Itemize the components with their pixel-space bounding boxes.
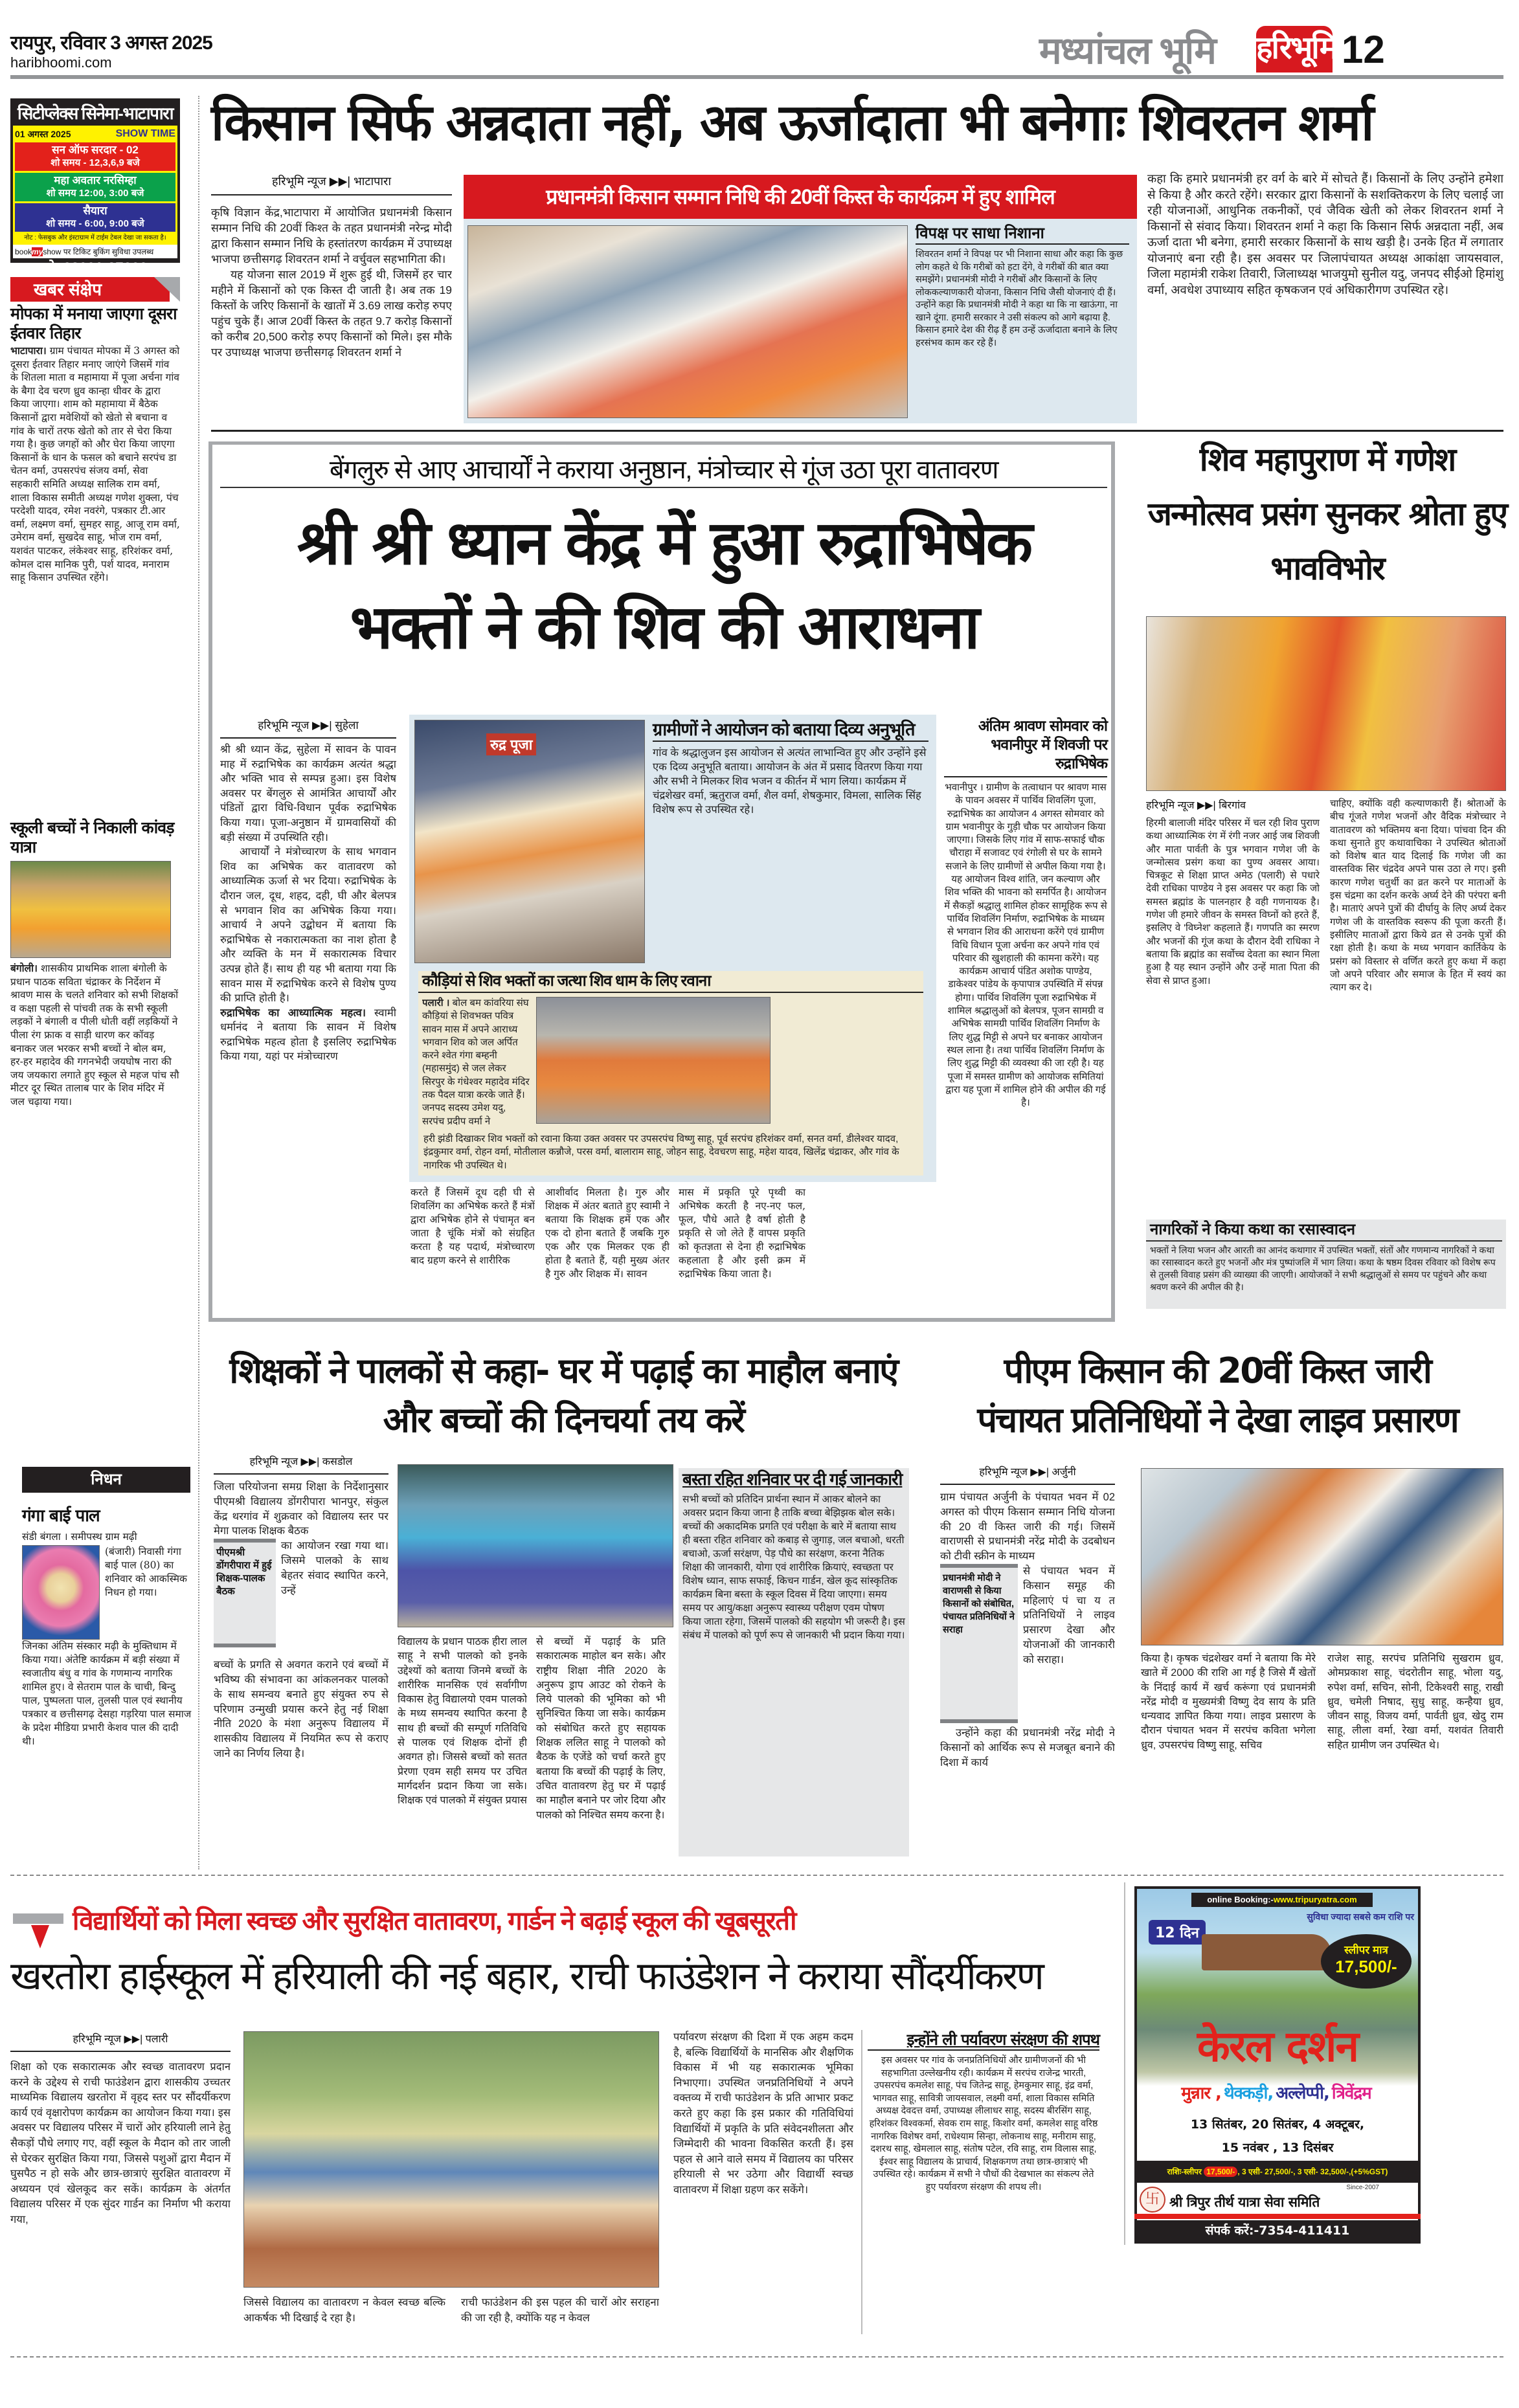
- obituary-photo: [22, 1545, 100, 1640]
- school-col-1b: बच्चों के प्रगति से अवगत कराने एवं बच्चों में भविष्य की संभावना का आंकलनकर पालको के साथ समन्वय बनाते हुए संयुक्त रुप से परिणाम उन्मुखी प्रयास करने हेतु नई शिक्षा नीति 2020 के मंशा अनुरूप विद्यालय में शासकीय विद्यालय में नियमित रूप से कराए जाने का निर्णय लिया है।: [214, 1659, 388, 1759]
- garden-headline: खरतोरा हाईस्कूल में हरियाली की नई बहार, राची फाउंडेशन ने कराया सौंदर्यीकरण: [10, 1954, 1042, 1999]
- lead-body: [211, 205, 452, 452]
- school-box: [679, 1468, 909, 1856]
- puja-sign: रुद्र पूजा: [486, 733, 536, 755]
- obituary-label: निधन: [91, 1471, 122, 1488]
- ad-contact[interactable]: संपर्क करें:-7354-411411: [1134, 2220, 1421, 2241]
- brief1-text: ग्राम पंचायत मोपका में 3 अगस्त को दूसरा ईतवार तिहार मनाए जाएंगे जिसमें गांव के शितला माता व महामाया में पूजा अर्चना गांव के बैगा देव चरण ध्रुव कान्हा धीवर के द्वारा किया जाएगा। शाम को महामाया में बैठेक किसानों द्वारा मवेशियों को खेतो से बचाना व गांव के चारों तरफ खेतो को तार से चेरा किया गया है। कुछ जगहों को और घेरा किया जाएगा किसानों के धान के फसल को बचाने सरपंच डा चेतन वर्मा, उपसरपंच संजय वर्मा, सेवा सहकारी समिति अध्यक्ष सालिक राम वर्मा, शाला विकास समीती अध्यक्ष गणेश शुक्ला, पंच परदेशी यादव, रमेश नवरंगे, पत्रकार टी.आर वर्मा, लक्ष्मण वर्मा, सुमहर साहू, आजू राम वर्मा, उमेराम वर्मा, सुखदेव साहू, भोज राम वर्मा, यशवंत पाटकर, लंकेश्वर साहू, हरिशंकर वर्मा, कोमल दास मानिक पुरी, पर्श यादव, मनाराम साहू किसान उपस्थित रहेंगे।: [10, 345, 180, 584]
- garden-col-rule: [861, 2030, 862, 2334]
- logo: [1256, 26, 1337, 72]
- booking-label: online Booking:-: [1207, 1895, 1274, 1904]
- rudra-para-2: आचार्यों ने मंत्रोच्चारण के साथ भगवान शिव का अभिषेक कर वातावरण को आध्यात्मिक ऊर्जा से भर दिया। रुद्राभिषेक के दौरान जल, दूध, शहद, दही, घी और बेलपत्र से भगवान शिव का अभिषेक किया गया। आचार्य ने अपने उद्बोधन में बताया कि रुद्राभिषेक से नकारात्मकता का नाश होता है और व्यक्ति के मन में सकारात्मक विचार उत्पन्न होते हैं। साथ ही यह भी बताया गया कि सावन मास में रुद्राभिषेक करने से विशेष पुण्य की प्राप्ति होती है।: [220, 845, 396, 1005]
- movie-name: सन ऑफ सरदार - 02: [52, 144, 139, 156]
- masthead-rule: [10, 75, 1503, 79]
- pmkisan-col-1a: ग्राम पंचायत अर्जुनी के पंचायत भवन में 02 अगस्त को पीएम किसान सम्मान निधि योजना की 20 वी किस्त जारी की गई। जिसमें वाराणसी से प्रधानमंत्री नरेंद्र मोदी के उदबोधन को टीवी स्क्रीन के माध्यम: [940, 1491, 1115, 1563]
- rudra-byline-place: सुहेला: [335, 719, 359, 731]
- lead-photo-panel: [464, 219, 1137, 423]
- cinema-phone[interactable]: मो. 93001-27666: [43, 260, 148, 276]
- bms-my: my: [32, 247, 43, 256]
- rudra-byline: हरिभूमि न्यूज ▶▶| सुहेला: [220, 717, 396, 739]
- lead-para-1: कृषि विज्ञान केंद्र,भाटापारा में आयोजित प्रधानमंत्री किसान सम्मान निधि की 20वीं किश्त के तहत प्रधानमंत्री नरेन्द्र मोदी द्वारा किसान सम्मान निधि के हस्तांतरण कार्यक्रम में उपाध्यक्ष भाजपा छत्तीसगढ़ शिवरतन शर्मा ने वर्चुवल सहभागिता की।: [211, 206, 452, 265]
- logo-text: हरिभूमि: [1256, 31, 1337, 65]
- school-byline: हरिभूमि न्यूज ▶▶| कसडोल: [214, 1454, 388, 1475]
- pmkisan-col-1b: उन्होंने कहा की प्रधानमंत्री नरेंद्र मोदी ने किसानों को आर्थिक रूप से मजबूत बनाने की दिशा में कार्य: [940, 1726, 1115, 1768]
- brief1-place: भाटापारा।: [10, 344, 47, 357]
- school-col-1a: जिला परियोजना समग्र शिक्षा के निर्देशानुसार पीएमश्री विद्यालय डोंगरीपारा भानपुर, संकुल केंद्र थरगांव में शुक्रवार को विद्यालय स्तर पर मेगा पालक शिक्षक बैठक: [214, 1481, 388, 1537]
- school-pull-quote-box: [214, 1539, 276, 1647]
- banner-fold: [154, 277, 180, 302]
- kawad-box: [418, 971, 923, 1176]
- rudra-col-2: करते हैं जिसमें दूध दही घी से शिवलिंग का अभिषेक करते हैं मंत्रों द्वारा अभिषेक होने से पंचामृत बन जाता है चूंकि मंत्रों को संग्रहित करता है यह पदार्थ, मंत्रोच्चारण बाद ग्रहण करने से शारीरिक: [411, 1187, 535, 1266]
- pmkisan-headline-1: पीएम किसान की 20वीं किस्त जारी: [1004, 1350, 1431, 1391]
- lead-headline: किसान सिर्फ अन्नदाता नहीं, अब ऊर्जादाता भी बनेगाः शिवरतन शर्मा: [211, 94, 1373, 152]
- brief2-place: बंगोली।: [10, 962, 38, 974]
- lead-para-2: यह योजना साल 2019 में शुरू हुई थी, जिसमें हर चार महीने में किसानों को एक किस्त दी जाती है। अब तक 19 किस्तों के जरिए किसानों के खातों में 3.69 लाख करोड़ रुपए पहुंच चुके हैं। आज 20वीं किस्त के तहत 9.7 करोड़ किसानों को करीब 20,500 करोड़ रुपए किसानों को मिले। इस मौके पर उपाध्यक्ष भाजपा छत्तीसगढ़ शिवरतन शर्मा ने: [211, 268, 452, 359]
- address-strip: [1134, 2214, 1421, 2219]
- kawad-yatra-photo: [10, 861, 171, 958]
- school-byline-place: कसडोल: [322, 1456, 353, 1467]
- school-byline-source: हरिभूमि न्यूज: [249, 1456, 298, 1467]
- cinema-title: सिटीप्लेक्स सिनेमा-भाटापारा: [17, 104, 173, 123]
- movie-name: महा अवतार नरसिम्हा: [54, 174, 137, 186]
- destination: थेक्कड़ी,: [1223, 2084, 1274, 2103]
- kicker-bar: [13, 1913, 63, 1924]
- school-col-1-side: का आयोजन रखा गया था। जिसमे पालको के साथ बेहतर संवाद स्थापित करने, उन्हें: [281, 1540, 388, 1596]
- footer-divider: [10, 2356, 1503, 2358]
- obituary-body: जिनका अंतिम संस्कार मढ़ी के मुक्तिधाम में किया गया। अंतेष्टि कार्यक्रम में बड़ी संख्या में स्वजातीय बंधु व गांव के गणमान्य नागरिक शामिल हुए। वे सेतराम पाल के चाची, बिन्दु पाल, पुष्पलता पाल, तुलसी पाल एवं स्थानीय पत्रकार व छत्तीसगढ़ देसहा गड़रिया पाल समाज के प्रदेश मीडिया प्रभारी केशव पाल की दादी थी।: [22, 1640, 192, 1747]
- ganesh-box-body: भक्तों ने लिया भजन और आरती का आनंद कथागार में उपस्थित भक्तों, संतों और गणमान्य नागरिकों ने कथा का रसास्वादन करते हुए भजनों और मंत्र पुष्पांजलि में भाग लिया। कथा के षष्ठम दिवस रविवार को विशेष रूप से तुलसी विवाह प्रसंग की व्याख्या की जाएगी। आयोजकों ने सभी श्रद्धालुओं से समय पर पहुंचने और कथा श्रवण करने की अपील की है।: [1150, 1245, 1496, 1292]
- lead-byline: हरिभूमि न्यूज ▶▶| भाटापारा: [211, 173, 452, 195]
- rudra-col-3: आशीर्वाद मिलता है। गुरु और शिक्षक में अंतर बताते हुए स्वामी ने बताया कि शिक्षक हमें एक और एक दो होना बताते हैं जबकि गुरु एक और एक मिलकर एक ही होता है बताते हैं, यही मुख्य अंतर है गुरु और शिक्षक में। सावन: [545, 1187, 669, 1280]
- brief2-body: [10, 962, 180, 1221]
- cinema-note: नोट : फेसबुक और इंस्टाग्राम में टाईम टेबल देखा जा सकता है।: [24, 234, 166, 241]
- kerala-tour-ad: [1134, 1886, 1421, 2244]
- brief2-title: स्कूली बच्चों ने निकाली कांवड़ यात्रा: [10, 818, 174, 856]
- swastik-logo-icon: 卐: [1140, 2187, 1165, 2213]
- lead-banner-text: प्रधानमंत्री किसान सम्मान निधि की 20वीं किस्त के कार्यक्रम में हुए शामिल: [546, 185, 1055, 208]
- pmkisan-pull-quote: प्रधानमंत्री मोदी ने वाराणसी से किया किसानों को संबोधित, पंचायत प्रतिनिधियों ने सराहा: [943, 1572, 1015, 1635]
- kawad-body-1: [422, 997, 530, 1129]
- ganesh-byline-place: बिरगांव: [1219, 800, 1246, 811]
- rudra-subheading: रुद्राभिषेक का आध्यात्मिक महत्व।: [220, 1006, 366, 1019]
- garden-col-3: राची फाउंडेशन की इस पहल की चारों ओर सराहना की जा रही है, क्योंकि यह न केवल: [461, 2297, 659, 2324]
- ganesh-byline: हरिभूमि न्यूज ▶▶| बिरगांव: [1146, 800, 1246, 811]
- pmkisan-byline-source: हरिभूमि न्यूज: [979, 1467, 1028, 1478]
- school-pull-quote: पीएमश्री डोंगरीपारा में हुई शिक्षक-पालक बैठक: [216, 1547, 272, 1598]
- cinema-ad: [10, 98, 180, 276]
- tour-dates-1: 13 सितंबर, 20 सितंबर, 4 अक्टूबर,: [1190, 2117, 1365, 2132]
- garden-col-4: पर्यावरण संरक्षण की दिशा में एक अहम कदम है, बल्कि विद्यार्थियों के मानसिक और शैक्षणिक विकास में भी यह सकारात्मक भूमिका निभाएगा। उपस्थित जनप्रतिनिधियों ने अपने वक्तव्य में राची फाउंडेशन के प्रति आभार प्रकट करते हुए कहा कि इस प्रकार की गतिविधियां विद्यार्थियों में प्रकृति के प्रति संवेदनशीलता और जिम्मेदारी की भावना विकसित करती हैं। इस पहल से आने वाले समय में विद्यालय का परिसर हरियाली से भर उठेगा और विद्यार्थी स्वच्छ वातावरण में शिक्षा ग्रहण कर सकेंगे।: [673, 2031, 853, 2196]
- houseboat-icon: [1202, 1934, 1331, 1970]
- kawad-place: पलारी ।: [422, 998, 450, 1009]
- lead-para-3: कहा कि हमारे प्रधानमंत्री हर वर्ग के बारे में सोचते हैं। किसानों के लिए उन्होंने हमेशा से किया है और करते रहेंगे। सरकार द्वारा किसानों के सशक्तिकरण के लिए चलाई जा रही योजनाओं, आधुनिक तकनीकों, एवं जैविक खेती को लेकर शिवरतन शर्मा ने किसानों से संवाद किया। शिवरतन शर्मा ने कहा कि किसान सिर्फ अन्नदाता नहीं, अब ऊर्जा दाता भी बनेगा, हमारी सरकार किसानों के साथ खड़ी है। उनके हित में लगातार योजनाएं बना रही है। इस अवसर पर जिलापंचायत अध्यक्ष आकांक्षा जायसवाल, जिला महामंत्री राकेश तिवारी, जिलाध्यक्ष भाजयुमो सुनील यदु, जनपद सीईओ हिमांशु वर्मा, अवधेश उपाध्याय सहित कृषकजन एवं अधिकारीगण उपस्थित रहे।: [1147, 172, 1503, 296]
- rudra-byline-source: हरिभूमि न्यूज: [258, 719, 309, 731]
- lead-sidebar-body: शिवरतन शर्मा ने विपक्ष पर भी निशाना साधा और कहा कि कुछ लोग कहते थे कि गरीबों को हटा देंगे, वे गरीबों की बात क्या समझेंगे। प्रधानमंत्री मोदी ने गरीबों और किसानों के लिए लोककल्याणकारी योजना, किसान निधि जैसी योजनाएं दी हैं। उन्होंने कहा कि प्रधानमंत्री मोदी ने कहा था कि ना खाऊंगा, ना खाने दूंगा. हमारी सरकार ने उसी संकल्प को आगे बढ़ाया है. किसान हमारे देश की रीढ़ हैं हम उन्हें ऊर्जादाता बनाने के लिए हरसंभव काम कर रहे हैं।: [916, 249, 1123, 348]
- news-brief-label: खबर संक्षेप: [34, 280, 102, 299]
- movie-times: शो समय 12:00, 3:00 बजे: [46, 188, 144, 199]
- kicker-arrow-icon: [31, 1925, 49, 1948]
- rudra-puja-photo: [414, 720, 645, 963]
- pmkisan-byline: हरिभूमि न्यूज ▶▶| अर्जुनी: [940, 1464, 1115, 1485]
- rudra-photo-panel: [409, 715, 936, 1182]
- fare-label: राशिः-स्लीपर: [1167, 2167, 1202, 2176]
- rudra-headline-1: श्री श्री ध्यान केंद्र में हुआ रुद्राभिषेक: [297, 508, 1031, 579]
- fare-line: [1134, 2161, 1421, 2183]
- page-number: 12: [1342, 28, 1385, 71]
- movie-row: [15, 203, 175, 232]
- rudra-col-4: मास में प्रकृति पूरे पृथ्वी का अभिषेक करती है नए-नए फल, फूल, पौधे आते है वर्षा होती है प्रकृति से जो लेते हैं वापस प्रकृति को कृतज्ञता से देना ही रुद्राभिषेक कहलाता है और इसी क्रम में रुद्राभिषेक किया जाता है।: [679, 1187, 805, 1280]
- rudra-kicker: बेंगलुरु से आए आचार्यों ने कराया अनुष्ठान, मंत्रोच्चार से गूंज उठा पूरा वातावरण: [220, 453, 1107, 488]
- school-box-body: सभी बच्चों को प्रतिदिन प्रार्थना स्थान में आकर बोलने का अवसर प्रदान किया जाना है ताकि बच्चा बेझिझक बोल सके। बच्चों की अकादमिक प्रगति एवं परीक्षा के बारे में बताया साथ ही बस्ता रहित शनिवार को कबाड़ से जुगाड़, जल बचाओ, धरती बचाओ, ऊर्जा सरंक्षण, पेड़ पौधे का सरंक्षण, करना नैतिक शिक्षा की जानकारी, योगा एवं शारीरिक क्रियाएं, स्वच्छता पर विशेष ध्यान, साफ सफाई, किचन गार्डन, खेल कूद सांस्कृतिक कार्यक्रम बिना बस्ता के स्कूल दिवस में दिया जाएगा। समय समय पर आयु/कक्षा अनुरूप स्वास्थ्य परीक्षण एवम पोषण किया जाता रहेगा, जिसमें पालको की सहयोग भी जरूरी है। इस संबंध में पालको को पूर्ण रूप से जानकारी भी प्रदान किया गया।: [682, 1494, 905, 1641]
- section-divider: [10, 1875, 1503, 1876]
- kawad-text-1: बोल बम कांवरिया संघ कौड़ियां से शिवभक्त पवित्र सावन मास में अपने आराध्य भगवान शिव को जल अर्पित करने श्वेत गंगा बम्हनी (महासमुंद) से जल लेकर सिरपुर के गंधेश्वर महादेव मंदिर तक पैदल यात्रा करके जाते हैं। जनपद सदस्य उमेश यदु, सरपंच प्रदीप वर्मा ने: [422, 998, 530, 1127]
- fare-sleeper: 17,500/-: [1204, 2167, 1237, 2177]
- pmkisan-headline-2: पंचायत प्रतिनिधियों ने देखा लाइव प्रसारण: [977, 1399, 1457, 1440]
- lead-byline-source: हरिभूमि न्यूज: [271, 175, 326, 188]
- obituary-lead: संडी बंगला । समीपस्थ ग्राम मढ़ी: [22, 1531, 137, 1543]
- bhawanipur-headline: अंतिम श्रावण सोमवार को भवानीपुर में शिवजी पर रुद्राभिषेक: [944, 717, 1107, 777]
- ganesh-box-title: नागरिकों ने किया कथा का रसास्वादन: [1146, 1220, 1502, 1242]
- movie-row: [15, 142, 175, 171]
- rudra-box-body: गांव के श्रद्धालुजन इस आयोजन से अत्यंत लाभान्वित हुए और उन्होंने इसे एक दिव्य अनुभूति बताया। आयोजन के अंत में प्रसाद वितरण किया गया और सभी ने मिलकर शिव भजन व कीर्तन में भाग लिया। कार्यक्रम में चंद्रशेखर वर्मा, ऋतुराज वर्मा, शैल वर्मा, शेषकुमार, विमला, सालिक सिंह विशेष रूप से उपस्थित रहे।: [653, 747, 927, 816]
- rudra-box-title: ग्रामीणों ने आयोजन को बताया दिव्य अनुभूति: [653, 719, 928, 742]
- school-col-2: विद्यालय के प्रधान पाठक हीरा लाल साहू ने सभी पालको को इनके उद्देश्यों को बताया जिनमे बच्चों के शारीरिक मानसिक एवं सर्वागीण विकास हेतु विद्यालयो एवम पालको के मध्य समन्वय स्थापित करना है साथ ही बच्चों की सम्पूर्ण गतिविधि से पालक एवं शिक्षक दोनों ही अवगत हो। जिससे बच्चों को सतत प्रेरणा एवम सही समय पर उचित मार्गदर्शन प्रदान किया जा सके। शिक्षक एवं पालको में संयुक्त प्रयास: [398, 1636, 527, 1807]
- sleeper-price: 17,500/-: [1335, 1957, 1397, 1976]
- kawad-group-photo: [536, 997, 771, 1124]
- garden-box-title: इन्होंने ली पर्यावरण संरक्षण की शपथ: [868, 2030, 1099, 2051]
- obituary-side: (बंजारी) निवासी गंगा बाई पाल (80) का शनिवार को आकस्मिक निधन हो गया।: [105, 1546, 187, 1598]
- dateline: रायपुर, रविवार 3 अगस्त 2025: [10, 32, 212, 54]
- column-divider: [198, 96, 199, 1869]
- showtime-label: SHOW TIME: [115, 128, 175, 139]
- movie-name: सैयारा: [83, 205, 107, 217]
- ganesh-box: [1146, 1220, 1506, 1309]
- sleeper-label: स्लीपर मात्र: [1344, 1944, 1388, 1956]
- kawad-headline: कौड़ियां से शिव भक्तों का जत्था शिव धाम के लिए रवाना: [418, 971, 923, 993]
- fare-rest: , 3 एसी- 27,500/-, 3 एसी- 32,500/-,(+5%GST): [1237, 2167, 1388, 2176]
- destination: अल्लेप्पी,: [1276, 2084, 1329, 2103]
- school-col-3: से बच्चों में पढ़ाई के प्रति सकारात्मक माहोल बन सके। और राष्ट्रीय शिक्षा नीति 2020 के अनुरूप ड्राप आउट को रोकने के लिये पालको की भूमिका को भी सुनिश्चित किया जा सके। कार्यक्रम को संबोधित करते हुए सहायक शिक्षक ललित साहू ने पालको को बैठक के एजेंडे को चर्चा करते हुए बताया कि बच्चों की पढ़ाई के लिए, उचित वातावरण हेतु घर में पढ़ाई का माहौल बनाने पर जोर दिया और पालको को निश्चित समय करना है।: [536, 1636, 666, 1821]
- ganesh-col-2: चाहिए, क्योंकि वही कल्याणकारी हैं। श्रोताओं के बीच गूंजते गणेश भजनों और वैदिक मंत्रोच्चार ने वातावरण को भक्तिमय बना दिया। पांचवा दिन की कथा सुनाते हुए कथावाचिका ने उपस्थित श्रोताओं को विशेष बात याद दिलाई कि गणेश जी का वास्तविक सिर चंद्रदेव अपने पास उठा ले गए। इसी कारण गणेश चतुर्थी का व्रत करने पर माताओं के इस चंद्रमा का दर्शन करके अर्घ्य देने की परंपरा बनी है। माताएं अपने पुत्रों की दीर्घायु के लिए अर्घ्य देकर गणेश जी के वास्तविक स्वरूप की पूजा करती हैं। इसीलिए माताओं द्वारा किये व्रत से उनके पुत्रों की रक्षा होती है। कथा के मध्य भगवान कार्तिकेय के प्रसंग को विस्तार से वर्णित करते हुए कथा में कहा जो अपने परिवार और समाज के हित में स्वयं का त्याग कर दे।: [1330, 798, 1506, 994]
- school-headline: शिक्षकों ने पालकों से कहा- घर में पढ़ाई का माहौल बनाएं और बच्चों की दिनचर्या तय करें: [229, 1350, 897, 1440]
- ad-tagline: सुविधा ज्यादा सबसे कम राशि पर: [1307, 1912, 1414, 1922]
- ad-days: 12 दिन: [1149, 1920, 1206, 1945]
- sleeper-price-badge: [1321, 1934, 1412, 1989]
- bhawanipur-body: भवानीपुर । ग्रामीण के तत्वाधान पर श्रावण मास के पावन अवसर में पार्थिव शिवलिंग पूजा, रुद्राभिषेक का आयोजन 4 अगस्त सोमवार को ग्राम भवानीपुर के गुड़ी चौक पर आयोजन किया जाएगा। जिसके लिए गांव में साफ-सफाई चौक चौराहा में सजावट एवं रंगोली से घर के सामने सजाने के लिए ग्रामीणों से अपील किया गया है। यह आयोजन विश्व शांति, जन कल्याण और शिव भक्ति की भावना को समर्पित है। आयोजन में सैकड़ों श्रद्धालु शामिल होकर सामूहिक रूप से पार्थिव शिवलिंग निर्माण, रुद्राभिषेक के माध्यम से भगवान शिव की आराधना करेंगे एवं ग्रामीण विधि विधान पूजा अर्चना कर अपने गांव एवं परिवार की खुशहाली की कामना करेंगे। यह कार्यक्रम आचार्य पंडित अशोक पाण्डेय, डाकेश्वर पांडेय के कृपापात्र उपस्थिति में संपन्न होगा। पार्थिव शिवलिंग पूजा रुद्राभिषेक में शामिल श्रद्धालुओं को बेलपत्र, पूजन सामग्री व अभिषेक सामग्री पार्थिव शिवलिंग निर्माण के लिए शुद्ध मिट्टी से अपने घर बनाकर आयोजन स्थल लाना है। तथा पार्थिव शिवलिंग निर्माण के लिए शुद्ध मिट्टी की व्यवस्था की जा रही है। यह पूजा में समस्त ग्रामीण को आयोजक समितियां द्वारा यह पूजा में शामिल होने की अपील की गई है।: [944, 782, 1107, 1109]
- ganesh-headline: शिव महापुराण में गणेश जन्मोत्सव प्रसंग सुनकर श्रोता हुए भावविभोर: [1147, 441, 1507, 587]
- pmkisan-col-1-side: से पंचायत भवन में किसान समूह की महिलाएं पं चा य त प्रतिनिधियों ने लाइव प्रसारण देखा और योजनाओं की जानकारी को सराहा।: [1023, 1565, 1115, 1666]
- brief1-body: [10, 344, 180, 730]
- destination: त्रिवेंद्रम: [1331, 2084, 1371, 2103]
- bms-book: book: [15, 247, 32, 256]
- section-name: मध्यांचल भूमि: [1039, 30, 1215, 72]
- obituary-name: गंगा बाई पाल: [22, 1506, 100, 1526]
- section-rule: [211, 430, 1503, 432]
- brief2-text: शासकीय प्राथमिक शाला बंगोली के प्रधान पाठक सविता चंद्राकर के निर्देशन में श्रावण मास के चलते शनिवार को सभी शिक्षकों व कक्षा पहली से पांचवी तक के सभी स्कूली लड़कों ने बंगाली व पीली धोती वहीं लड़कियों ने पीला रंग फ्राक व साड़ी धारण कर कॉवड़ बनाकर जल भरकर सभी बच्चों ने बोल बम, हर-हर महादेव की गगनभेदी जयघोष नारा की जय जयकारा लगाते हुए स्कूल से महज पांच सौ मीटर दूर स्थित तालाब पार के शिव मंदिर में जल चढ़ाया गया।: [10, 963, 179, 1108]
- kawad-body-2: हरी झंडी दिखाकर शिव भक्तों को रवाना किया उक्त अवसर पर उपसरपंच विष्णु साहू, पूर्व सरपंच हरिशंकर वर्मा, सनत वर्मा, डीलेश्वर यादव, इंद्रकुमार वर्मा, रोहन वर्मा, मोतीलाल कन्नौजे, परस वर्मा, बालाराम साहू, जोहन साहू, देवचरण साहू, महेश यादव, खिलेंद्र चंद्राकर, और गांव के नागरिक भी उपस्थित थे।: [423, 1133, 899, 1171]
- booking-url[interactable]: www.tripuryatra.com: [1273, 1895, 1357, 1904]
- website-link[interactable]: haribhoomi.com: [10, 54, 112, 71]
- pmkisan-byline-place: अर्जुनी: [1052, 1467, 1076, 1478]
- tour-dates-2: 15 नवंबर , 13 दिसंबर: [1221, 2141, 1334, 2155]
- news-brief-banner: [10, 277, 170, 302]
- garden-col-2: जिससे विद्यालय का वातावरण न केवल स्वच्छ बल्कि आकर्षक भी दिखाई दे रहा है।: [243, 2297, 445, 2324]
- online-booking[interactable]: [1191, 1893, 1373, 1907]
- ganesh-photo: [1146, 616, 1506, 791]
- obituary-banner: [22, 1467, 190, 1493]
- garden-kicker: विद्यार्थियों को मिला स्वच्छ और सुरक्षित वातावरण, गार्डन ने बढ़ाई स्कूल की खूबसूरती: [73, 1907, 796, 1935]
- ganesh-col-1: हिरमी बालाजी मंदिर परिसर में चल रही शिव पुराण कथा आध्यात्मिक रंग में रंगी नजर आई जब शिवजी और माता पार्वती के पुत्र भगवान गणेश जी के जन्मोत्सव प्रसंग कथा का पुण्य अवसर आया। चित्रकूट से शिक्षा प्राप्त अमेठ (पलारी) से पधारे देवी राधिका पाण्डेय ने इस अवसर पर कहा कि जो समस्त ब्रह्मांड के पालनहार है वही गणनायक है। गणेश जी हमारे जीवन के समस्त विघ्नों को हरते हैं, इसलिए वे 'विघ्नेश' कहलाते हैं। गणपति का स्मरण और भजनों की गूंज कथा के दौरान देवी राधिका ने बताया कि ब्रह्मांड का सर्वोच्च देवता का स्थान मिला हुआ है यह स्थान उन्होंने और उन्हें माता पिता की सेवा से प्राप्त हुआ।: [1146, 818, 1320, 987]
- ad-col-rule: [1124, 1882, 1125, 2245]
- movie-times: शो समय - 6:00, 9:00 बजे: [46, 218, 144, 229]
- ganesh-byline-source: हरिभूमि न्यूज: [1146, 800, 1195, 811]
- pmkisan-col-3: राजेश साहू, सरपंच प्रतिनिधि सुखराम ध्रुव, ओमप्रकाश साहू, चंदरोतीन साहू, भोला यदु, रुपेश वर्मा, सचिन, सोनी, टिकेश्वरी साहू, राखी ध्रुव, चमेली निषाद, सुधु साहू, कन्हैया ध्रुव, जीवन साहू, विजय वर्मा, पार्वती ध्रुव, खेदु राम साहू, लीला वर्मा, रेखा वर्मा, यशवंत तिवारी सहित ग्रामीण जन उपस्थित थे।: [1327, 1653, 1503, 1751]
- movie-times: शो समय - 12,3,6,9 बजे: [51, 157, 140, 168]
- school-box-title: बस्ता रहित शनिवार पर दी गई जानकारी: [682, 1469, 903, 1489]
- movie-row: [15, 173, 175, 201]
- pmkisan-col-2: किया है। कृषक चंद्रशेखर वर्मा ने बताया कि मेरे खाते में 2000 की राशि आ गई है जिसे मैं खेतों के निंदाई कार्य में खर्च करूंगा एवं प्रधानमंत्री नरेंद्र मोदी व मुख्यमंत्री विष्णु देव साय के प्रति धन्यवाद ज्ञापित किया गया। लाइव प्रसारण के दौरान पंचायत भवन में सरपंच कविता भगेला ध्रुव, उपसरपंच विष्णु साहू, सचिव: [1141, 1653, 1316, 1751]
- garden-byline-place: पलारी: [145, 2034, 168, 2045]
- garden-planting-photo: [243, 2031, 659, 2288]
- destination: मुन्नार ,: [1181, 2084, 1221, 2103]
- garden-byline: हरिभूमि न्यूज ▶▶| पलारी: [10, 2031, 231, 2052]
- organisation-name: श्री त्रिपुर तीर्थ यात्रा सेवा समिति: [1169, 2194, 1320, 2210]
- bms-text: पर टिकिट बुकिंग सुविधा उपलब्ध: [63, 247, 154, 256]
- rudra-headline-2: भक्तों ने की शिव की आराधना: [350, 592, 978, 663]
- pmkisan-photo: [1141, 1468, 1503, 1645]
- garden-col-1: शिक्षा को एक सकारात्मक और स्वच्छ वातावरण प्रदान करने के उद्देश्य से राची फाउंडेशन द्वारा शासकीय उच्चतर माध्यमिक विद्यालय खरतोरा में वृहद स्तर पर सौंदर्यीकरण कार्य एवं वृक्षारोपण कार्यक्रम का आयोजन किया गया। इस अवसर पर विद्यालय परिसर में चारों ओर हरियाली लाने हेतु सैकड़ों पौधे लगाए गए, वहीं स्कूल के मैदान को तार जाली से घेरकर सुरक्षित किया गया, जिससे पशुओं द्वारा मैदान में घुसपैठ न हो सके और छात्र-छात्राएं सुरक्षित वातावरण में अध्ययन एवं खेलकूद कर सकें। कार्यक्रम के अंतर्गत विद्यालय परिसर में एक सुंदर गार्डन का निर्माण भी कराया गया,: [10, 2061, 231, 2225]
- pmkisan-pull-quote-box: [940, 1564, 1018, 1723]
- rudra-para-1: श्री श्री ध्यान केंद्र, सुहेला में सावन के पावन माह में रुद्राभिषेक का कार्यक्रम अत्यंत श्रद्धा और भक्ति भाव से सम्पन्न हुआ। इस विशेष अवसर पर बेंगलुरु से आमंत्रित आचार्यों और पंडितों द्वारा विधि-विधान पूर्वक रुद्राभिषेक किया गया। पूजा-अनुष्ठान में ग्रामवासियों की बड़ी संख्या में उपस्थिति रही।: [220, 743, 396, 843]
- ad-title: केरल दर्शन: [1197, 2022, 1358, 2071]
- garden-box-body: इस अवसर पर गांव के जनप्रतिनिधियों और ग्रामीणजनों की भी सहभागिता उल्लेखनीय रही। कार्यक्रम में सरपंच राजेन्द्र भारती, उपसरपंच कमलेश साहू, पंच जितेन्द्र साहू, हेमकुमार साहू, इंद्र वर्मा, भागवत साहू, सावित्री जायसवाल, लक्ष्मी वर्मा, शाला विकास समिति अध्यक्ष देवदत्त वर्मा, उपाध्यक्ष लीलाधर साहू, सदस्य बीरसिंग साहू, हरिशंकर विश्वकर्मा, सेवक राम साहू, किशोर वर्मा, कमलेश साहू वरिष्ठ नागरिक विशेषर वर्मा, राधेश्याम सिन्हा, लोकनाथ साहू, मनीराम साहू, दशरथ साहू, खेमलाल साहू, संतोष पटेल, रवि साहू, राम विलास साहू, ईश्वर साहू विद्यालय के प्राचार्य, शिक्षकगण तथा छात्र-छात्राएं भी उपस्थित रहे। कार्यक्रम में सभी ने पौधों की देखभाल का संकल्प लेते हुए पर्यावरण संरक्षण की शपथ ली।: [869, 2055, 1098, 2192]
- rudra-col-1: [220, 742, 396, 1326]
- rudra-para-3: स्वामी धर्मानंद ने बताया कि सावन में विशेष रुद्राभिषेक महत्व होता है इसलिए रुद्राभिषेक किया गया, यहां पर मंत्रोच्चारण: [220, 1006, 396, 1063]
- bookmyshow-line[interactable]: [13, 245, 177, 258]
- lead-sidebar-title: विपक्ष पर साधा निशाना: [916, 224, 1129, 245]
- lead-banner: [464, 175, 1137, 219]
- cinema-date: 01 अगस्त 2025: [15, 129, 71, 139]
- garden-byline-source: हरिभूमि न्यूज: [73, 2034, 122, 2045]
- lead-meeting-photo: [467, 225, 908, 418]
- bms-show: show: [43, 247, 62, 256]
- school-students-photo: [398, 1464, 673, 1627]
- lead-byline-place: भाटापारा: [354, 175, 392, 188]
- since-year: Since-2007: [1346, 2184, 1379, 2191]
- brief1-title: मोपका में मनाया जाएगा दूसरा ईतवार तिहार: [10, 304, 177, 342]
